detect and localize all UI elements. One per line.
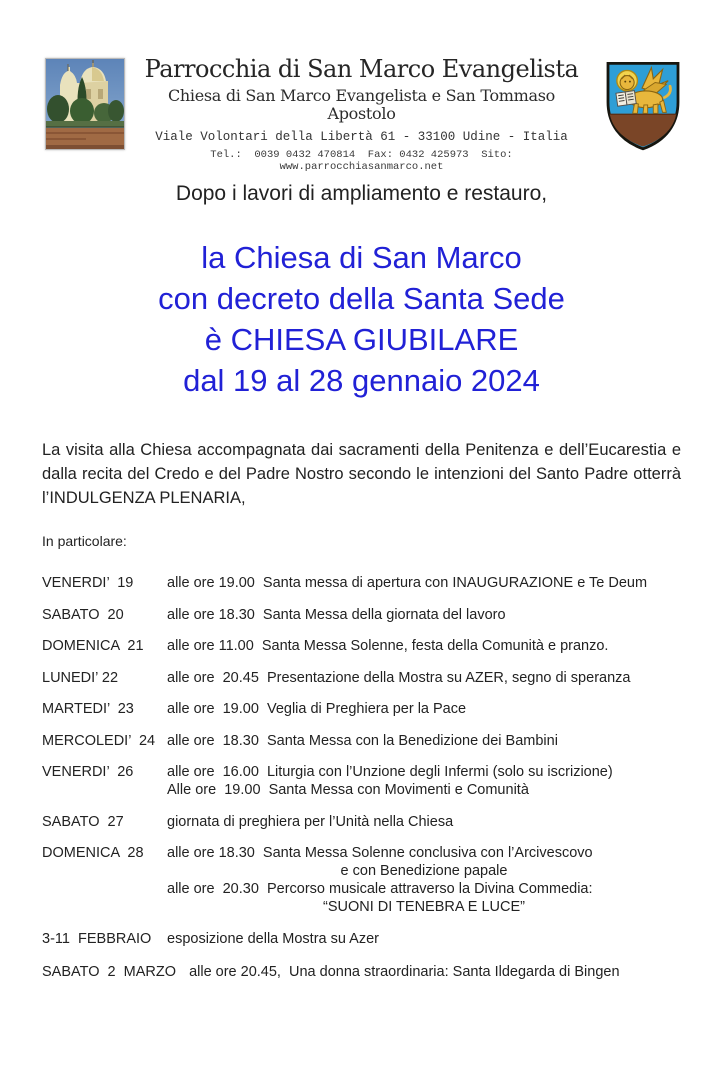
letterhead-text	[134, 56, 589, 173]
lion-of-saint-mark-icon	[601, 56, 685, 152]
schedule-day: SABATO 20	[42, 606, 124, 623]
schedule-event: alle ore 18.30 Santa Messa con la Benedizione dei Bambini	[167, 732, 558, 749]
announcement-line-1: la Chiesa di San Marco	[201, 240, 522, 275]
schedule-event: alle ore 18.30 Santa Messa Solenne conclusiva con l’Arcivescovo	[167, 845, 593, 861]
schedule-row	[42, 963, 681, 981]
intro-line: Dopo i lavori di ampliamento e restauro,	[175, 182, 548, 205]
announcement-line-3: è CHIESA GIUBILARE	[204, 322, 519, 357]
schedule-day: MERCOLEDI’ 24	[42, 732, 156, 749]
schedule-row	[42, 606, 681, 624]
schedule-event: alle ore 20.45 Presentazione della Mostra su AZER, segno di speranza	[167, 669, 631, 686]
schedule-event: “SUONI DI TENEBRA E LUCE”	[323, 899, 525, 915]
events-schedule	[42, 574, 681, 981]
schedule-day: DOMENICA 28	[42, 845, 144, 861]
schedule-day: DOMENICA 21	[42, 638, 144, 654]
schedule-day: SABATO 27	[42, 813, 124, 830]
parish-contacts: Tel.: 0039 0432 470814 Fax: 0432 425973 Sito: www.parrocchiasanmarco.net	[210, 148, 520, 173]
schedule-row	[42, 574, 681, 592]
schedule-event: e con Benedizione papale	[340, 863, 508, 879]
announcement-line-4: dal 19 al 28 gennaio 2024	[183, 363, 540, 398]
schedule-event: Alle ore 19.00 Santa Messa con Movimenti e Comunità	[167, 782, 529, 798]
parish-subtitle: Chiesa di San Marco Evangelista e San Tommaso Apostolo	[167, 85, 556, 123]
schedule-event: alle ore 20.45, Una donna straordinaria: Santa Ildegarda di Bingen	[189, 963, 620, 980]
schedule-event: alle ore 19.00 Santa messa di apertura con INAUGURAZIONE e Te Deum	[167, 575, 648, 591]
jubilee-announcement	[0, 237, 723, 401]
schedule-row	[42, 844, 681, 916]
in-particular-label: In particolare:	[42, 533, 127, 549]
schedule-day: SABATO 2 MARZO	[42, 963, 177, 980]
schedule-row	[42, 930, 681, 948]
schedule-day: LUNEDI’ 22	[42, 669, 119, 686]
parish-title: Parrocchia di San Marco Evangelista	[144, 55, 579, 83]
schedule-event: alle ore 19.00 Veglia di Preghiera per la Pace	[167, 701, 467, 717]
parish-address: Viale Volontari della Libertà 61 - 33100 Udine - Italia	[155, 130, 568, 145]
schedule-row	[42, 669, 681, 687]
schedule-day: MARTEDI’ 23	[42, 701, 134, 717]
letterhead	[0, 55, 723, 173]
church-painting-image	[45, 58, 125, 150]
schedule-day: VENERDI’ 26	[42, 764, 134, 780]
schedule-event: alle ore 16.00 Liturgia con l’Unzione degli Infermi (solo su iscrizione)	[167, 764, 613, 780]
schedule-row	[42, 763, 681, 799]
schedule-event: esposizione della Mostra su Azer	[167, 930, 379, 947]
schedule-event: alle ore 18.30 Santa Messa della giornata del lavoro	[167, 606, 506, 623]
announcement-line-2: con decreto della Santa Sede	[158, 281, 565, 316]
schedule-day: VENERDI’ 19	[42, 575, 134, 591]
crest-image	[601, 56, 685, 152]
schedule-row	[42, 732, 681, 750]
schedule-row	[42, 637, 681, 655]
schedule-event: alle ore 11.00 Santa Messa Solenne, festa della Comunità e pranzo.	[167, 638, 609, 654]
schedule-event: giornata di preghiera per l’Unità nella Chiesa	[167, 813, 454, 830]
schedule-day: 3-11 FEBBRAIO	[42, 930, 152, 947]
church-painting-icon	[46, 59, 124, 149]
schedule-event: alle ore 20.30 Percorso musicale attraverso la Divina Commedia:	[167, 881, 593, 897]
indulgence-paragraph: La visita alla Chiesa accompagnata dai sacramenti della Penitenza e dell’Eucarestia e dalla recita del Credo e del Padre Nostro secondo le intenzioni del Santo Padre otterrà l’INDULGENZA PLENARIA,	[42, 441, 681, 507]
schedule-row	[42, 813, 681, 831]
schedule-row	[42, 700, 681, 718]
